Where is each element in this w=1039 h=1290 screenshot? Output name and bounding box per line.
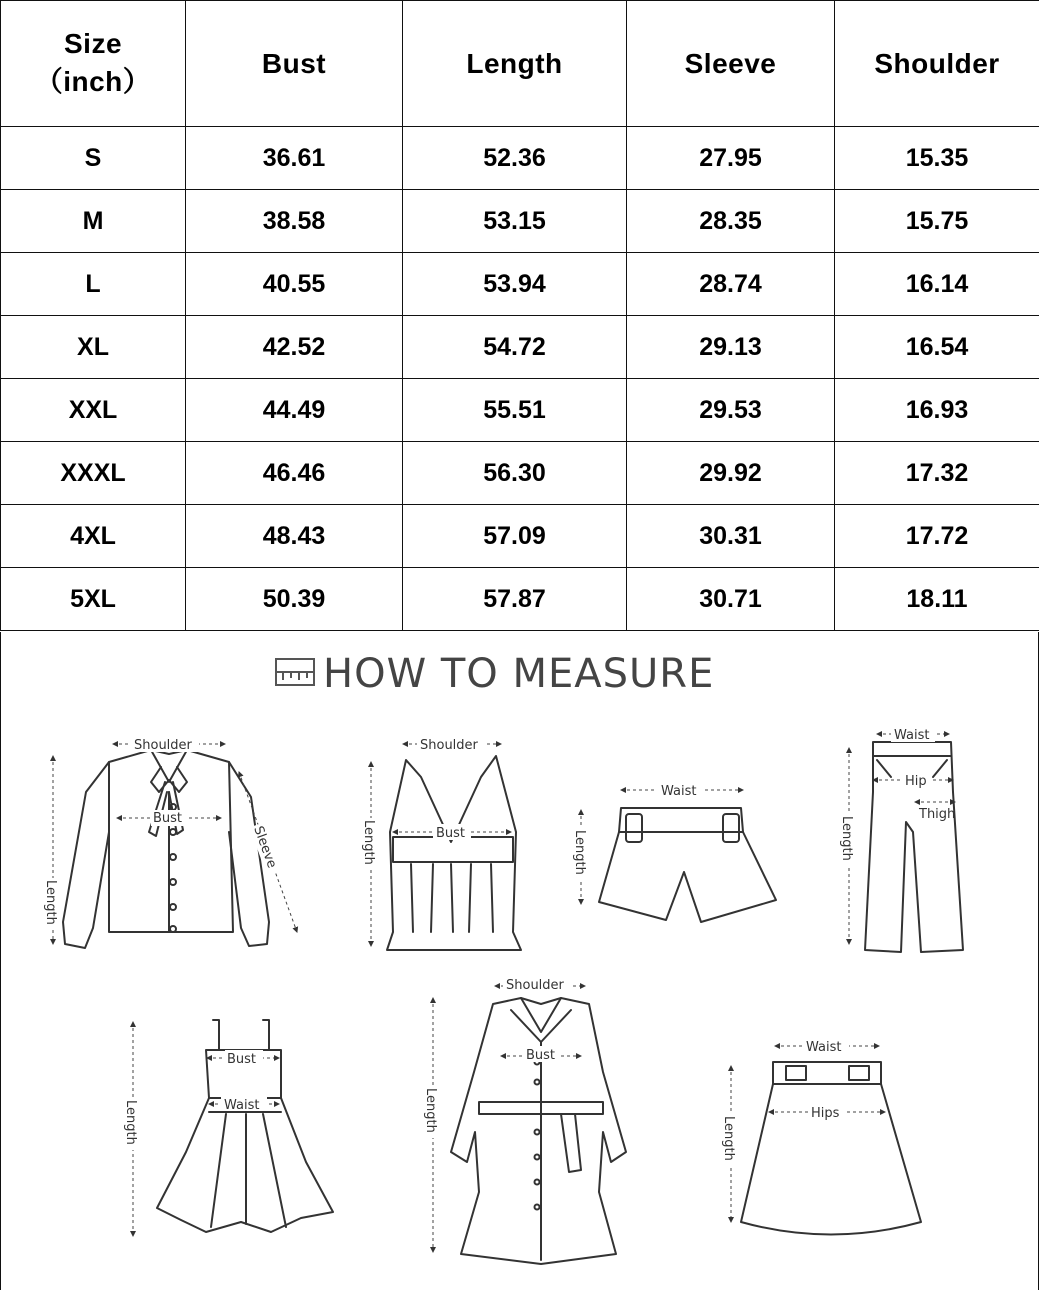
- header-size-label: Size: [63, 27, 123, 59]
- sleeve-cell: 29.53: [627, 379, 835, 442]
- shirt-length-label: Length: [43, 880, 58, 925]
- shoulder-cell: 18.11: [835, 568, 1039, 631]
- table-row: [1, 505, 1039, 568]
- header-bust: Bust: [186, 1, 403, 127]
- size-cell: XXL: [1, 379, 186, 442]
- how-to-measure-section: [0, 632, 1039, 1290]
- sleeve-cell: 29.13: [627, 316, 835, 379]
- table-row: [1, 253, 1039, 316]
- skirt-waist-label: Waist: [806, 1040, 842, 1055]
- length-cell: 57.09: [403, 505, 627, 568]
- size-cell: M: [1, 190, 186, 253]
- shirt-sleeve-label: Sleeve: [250, 824, 280, 871]
- shirt-bust-label: Bust: [153, 811, 183, 826]
- sleeve-cell: 27.95: [627, 127, 835, 190]
- table-row: [1, 127, 1039, 190]
- header-size-unit: （inch）: [34, 65, 152, 97]
- bust-cell: 42.52: [186, 316, 403, 379]
- sleeve-cell: 30.71: [627, 568, 835, 631]
- size-cell: 4XL: [1, 505, 186, 568]
- shoulder-cell: 16.14: [835, 253, 1039, 316]
- dress-waist-label: Waist: [224, 1098, 260, 1113]
- pants-thigh-label: Thigh: [919, 807, 956, 822]
- size-cell: L: [1, 253, 186, 316]
- sleeve-cell: 28.74: [627, 253, 835, 316]
- header-length: Length: [403, 1, 627, 127]
- bust-cell: 40.55: [186, 253, 403, 316]
- how-to-measure-title: HOW TO MEASURE: [323, 651, 715, 697]
- length-cell: 53.94: [403, 253, 627, 316]
- size-table: [0, 0, 1039, 631]
- table-row: [1, 442, 1039, 505]
- bust-cell: 38.58: [186, 190, 403, 253]
- sleeve-cell: 28.35: [627, 190, 835, 253]
- length-cell: 53.15: [403, 190, 627, 253]
- bust-cell: 44.49: [186, 379, 403, 442]
- shoulder-cell: 17.32: [835, 442, 1039, 505]
- bust-cell: 50.39: [186, 568, 403, 631]
- dress-bust-label: Bust: [227, 1052, 257, 1067]
- size-cell: XL: [1, 316, 186, 379]
- coat-diagram: [423, 976, 626, 1264]
- coat-length-label: Length: [423, 1088, 438, 1133]
- size-cell: S: [1, 127, 186, 190]
- bust-cell: 36.61: [186, 127, 403, 190]
- pants-hip-label: Hip: [905, 774, 927, 789]
- skirt-hips-label: Hips: [811, 1106, 840, 1121]
- tank-bust-label: Bust: [436, 826, 466, 841]
- length-cell: 55.51: [403, 379, 627, 442]
- skirt-length-label: Length: [721, 1116, 736, 1161]
- table-row: [1, 316, 1039, 379]
- pants-length-label: Length: [839, 816, 854, 861]
- ruler-icon: [276, 659, 314, 685]
- header-size: [1, 1, 186, 127]
- shoulder-cell: 16.54: [835, 316, 1039, 379]
- bust-cell: 48.43: [186, 505, 403, 568]
- coat-bust-label: Bust: [526, 1048, 556, 1063]
- measure-illustration: [1, 632, 1037, 1288]
- shorts-length-label: Length: [572, 830, 587, 875]
- dress-length-label: Length: [123, 1100, 138, 1145]
- table-row: [1, 379, 1039, 442]
- shoulder-cell: 15.35: [835, 127, 1039, 190]
- shirt-shoulder-label: Shoulder: [134, 738, 192, 753]
- coat-shoulder-label: Shoulder: [506, 978, 564, 993]
- tank-top-diagram: [361, 736, 521, 950]
- sleeve-cell: 30.31: [627, 505, 835, 568]
- bust-cell: 46.46: [186, 442, 403, 505]
- table-row: [1, 568, 1039, 631]
- sleeve-cell: 29.92: [627, 442, 835, 505]
- shorts-diagram: [572, 782, 776, 922]
- header-row: [1, 1, 1039, 127]
- header-shoulder: Shoulder: [835, 1, 1039, 127]
- length-cell: 56.30: [403, 442, 627, 505]
- length-cell: 57.87: [403, 568, 627, 631]
- length-cell: 52.36: [403, 127, 627, 190]
- tank-length-label: Length: [361, 820, 376, 865]
- size-cell: 5XL: [1, 568, 186, 631]
- shoulder-cell: 17.72: [835, 505, 1039, 568]
- table-row: [1, 190, 1039, 253]
- shirt-diagram: [43, 736, 297, 948]
- tank-shoulder-label: Shoulder: [420, 738, 478, 753]
- length-cell: 54.72: [403, 316, 627, 379]
- shorts-waist-label: Waist: [661, 784, 697, 799]
- shoulder-cell: 15.75: [835, 190, 1039, 253]
- size-cell: XXXL: [1, 442, 186, 505]
- skirt-diagram: [721, 1038, 921, 1235]
- pants-waist-label: Waist: [894, 728, 930, 743]
- header-sleeve: Sleeve: [627, 1, 835, 127]
- pants-diagram: [839, 726, 963, 952]
- shoulder-cell: 16.93: [835, 379, 1039, 442]
- dress-diagram: [123, 1020, 333, 1236]
